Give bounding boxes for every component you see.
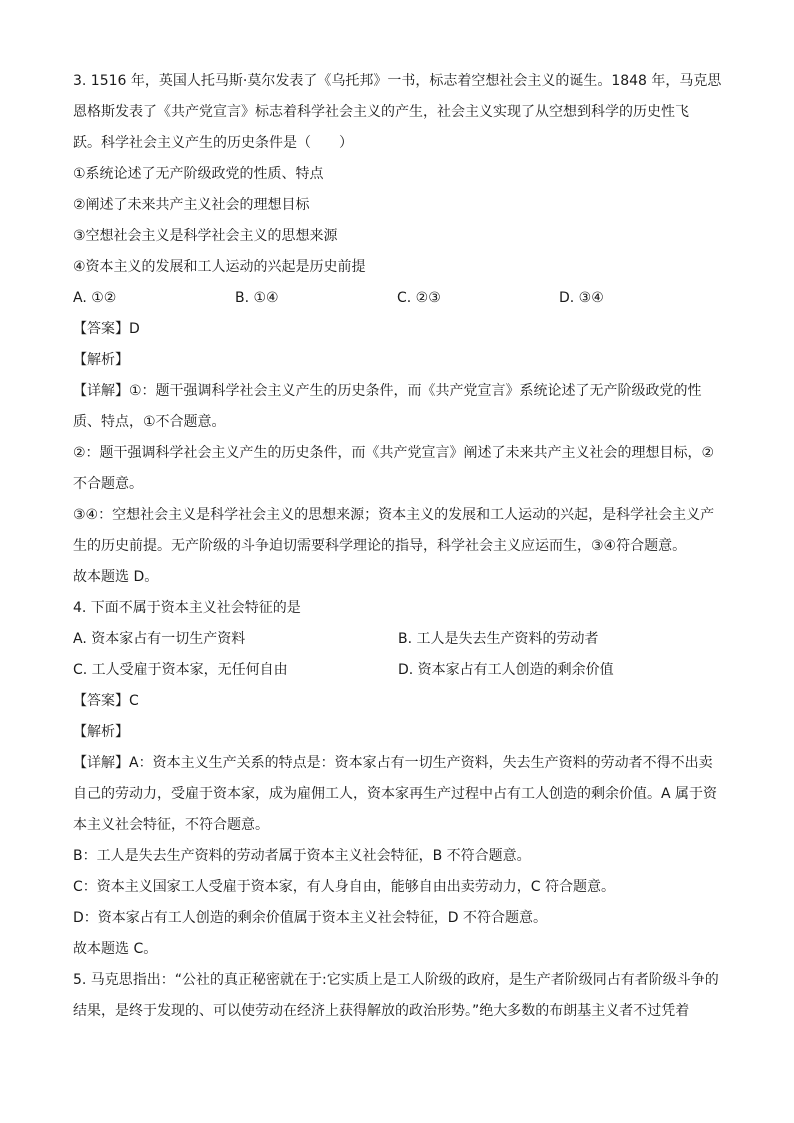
q4-option-a: A. 资本家占有一切生产资料 [73, 631, 246, 647]
q4-answer-label: 【答案】 [73, 693, 129, 709]
q4-detail-a-text: A：资本主义生产关系的特点是：资本家占有一切生产资料，失去生产资料的劳动者不得不出卖自己的劳动力，受雇于资本家，成为雇佣工人，资本家再生产过程中占有工人创造的剩余价值。A 属于资本主义社会特征，不符合题意。 [73, 755, 718, 833]
q4-stem: 4. 下面不属于资本主义社会特征的是 [73, 600, 301, 616]
q3-option-a: A. ①② [73, 290, 117, 306]
q3-item-2: ②阐述了未来共产主义社会的理想目标 [73, 197, 310, 213]
q3-detail-1 [73, 376, 723, 438]
q3-detail-2: ②：题干强调科学社会主义产生的历史条件，而《共产党宣言》阐述了未来共产主义社会的理想目标，②不合题意。 [73, 445, 715, 492]
q4-detail-c: C：资本主义国家工人受雇于资本家，有人身自由，能够自由出卖劳动力，C 符合题意。 [73, 879, 615, 895]
q4-option-b: B. 工人是失去生产资料的劳动者 [398, 631, 599, 647]
q3-option-c: C. ②③ [397, 290, 441, 306]
q4-analysis-label: 【解析】 [73, 724, 129, 740]
q3-option-d: D. ③④ [559, 290, 604, 306]
q4-option-d: D. 资本家占有工人创造的剩余价值 [398, 662, 614, 678]
q4-option-c: C. 工人受雇于资本家，无任何自由 [73, 662, 288, 678]
q3-options [73, 283, 723, 314]
q3-option-b: B. ①④ [235, 290, 279, 306]
q3-stem-line-3: 跃。科学社会主义产生的历史条件是（ ） [73, 135, 353, 151]
q3-detail-label: 【详解】 [73, 383, 129, 399]
q3-conclusion: 故本题选 D。 [73, 569, 159, 585]
page-content [73, 66, 723, 1027]
q4-answer-value: C [129, 693, 139, 709]
q4-options-row-2 [73, 655, 723, 686]
q4-detail-d: D：资本家占有工人创造的剩余价值属于资本主义社会特征，D 不符合题意。 [73, 910, 548, 926]
q3-item-1: ①系统论述了无产阶级政党的性质、特点 [73, 166, 324, 182]
q4-detail-a [73, 748, 723, 841]
q3-item-3: ③空想社会主义是科学社会主义的思想来源 [73, 228, 338, 244]
q3-detail-3: ③④：空想社会主义是科学社会主义的思想来源；资本主义的发展和工人运动的兴起，是科学社会主义产生的历史前提。无产阶级的斗争迫切需要科学理论的指导，科学社会主义应运而生，③④符合题意。 [73, 507, 715, 554]
q3-answer-value: D [129, 321, 140, 337]
q3-stem-line-2: 恩格斯发表了《共产党宣言》标志着科学社会主义的产生，社会主义实现了从空想到科学的历史性飞 [73, 104, 689, 120]
q3-item-4: ④资本主义的发展和工人运动的兴起是历史前提 [73, 259, 366, 275]
q4-answer [73, 686, 723, 717]
q4-detail-label: 【详解】 [73, 755, 129, 771]
q4-conclusion: 故本题选 C。 [73, 941, 158, 957]
q3-analysis-label: 【解析】 [73, 352, 129, 368]
q3-answer-label: 【答案】 [73, 321, 129, 337]
q3-detail-1-text: ①：题干强调科学社会主义产生的历史条件，而《共产党宣言》系统论述了无产阶级政党的性质、特点，①不合题意。 [73, 383, 702, 430]
q4-options-row-1 [73, 624, 723, 655]
q3-stem-line-1: 3. 1516 年，英国人托马斯·莫尔发表了《乌托邦》一书，标志着空想社会主义的诞生。1848 年，马克思 [73, 73, 722, 89]
q4-detail-b: B：工人是失去生产资料的劳动者属于资本主义社会特征，B 不符合题意。 [73, 848, 531, 864]
q5-stem: 5. 马克思指出：“公社的真正秘密就在于:它实质上是工人阶级的政府，是生产者阶级同占有者阶级斗争的结果，是终于发现的、可以使劳动在经济上获得解放的政治形势。”绝大多数的布朗基主义者不过凭着 [73, 972, 719, 1019]
q3-answer [73, 314, 723, 345]
